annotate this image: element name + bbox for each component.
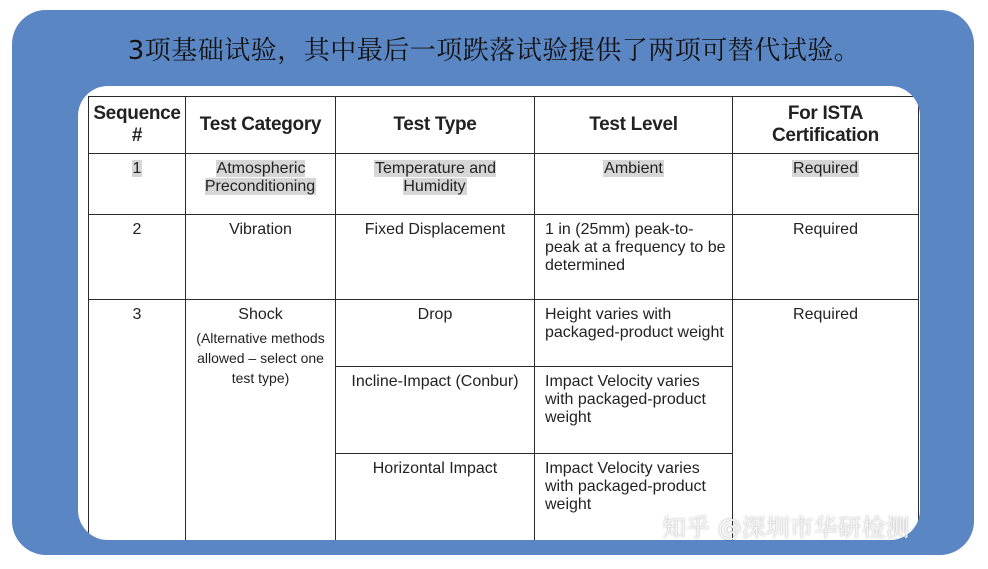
cell-category: Vibration [186, 215, 336, 300]
watermark: 知乎 @深圳市华研检测 [662, 514, 910, 542]
cell-certification: Required [733, 154, 919, 215]
cell-certification: Required [733, 215, 919, 300]
table-card [78, 86, 920, 540]
slide-headline: 3项基础试验，其中最后一项跌落试验提供了两项可替代试验。 [127, 36, 861, 66]
cell-type: Fixed Displacement [336, 215, 535, 300]
cell-certification: Required [733, 300, 919, 541]
cell-level: Impact Velocity varies with packaged-product weight [535, 454, 733, 541]
header-test-category: Test Category [186, 97, 336, 154]
cell-type: Temperature and Humidity [336, 154, 535, 215]
header-sequence: Sequence # [89, 97, 186, 154]
cell-level: Height varies with packaged-product weight [535, 300, 733, 367]
table-header-row [89, 97, 919, 154]
category-note: (Alternative methods allowed – select one test type) [196, 330, 325, 386]
table-row [89, 154, 919, 215]
cell-type: Horizontal Impact [336, 454, 535, 541]
cell-level: Ambient [535, 154, 733, 215]
cell-level: 1 in (25mm) peak-to-peak at a frequency to be determined [535, 215, 733, 300]
cell-category [186, 300, 336, 541]
cell-category: Atmospheric Preconditioning [186, 154, 336, 215]
cell-sequence: 2 [89, 215, 186, 300]
header-test-level: Test Level [535, 97, 733, 154]
cell-type: Drop [336, 300, 535, 367]
category-label: Shock [238, 306, 283, 323]
cell-sequence: 1 [89, 154, 186, 215]
cell-type: Incline-Impact (Conbur) [336, 367, 535, 454]
cell-sequence: 3 [89, 300, 186, 541]
header-ista-certification: For ISTA Certification [733, 97, 919, 154]
ista-test-table [88, 96, 919, 540]
table-row [89, 215, 919, 300]
table-row [89, 300, 919, 367]
cell-level: Impact Velocity varies with packaged-product weight [535, 367, 733, 454]
header-test-type: Test Type [336, 97, 535, 154]
